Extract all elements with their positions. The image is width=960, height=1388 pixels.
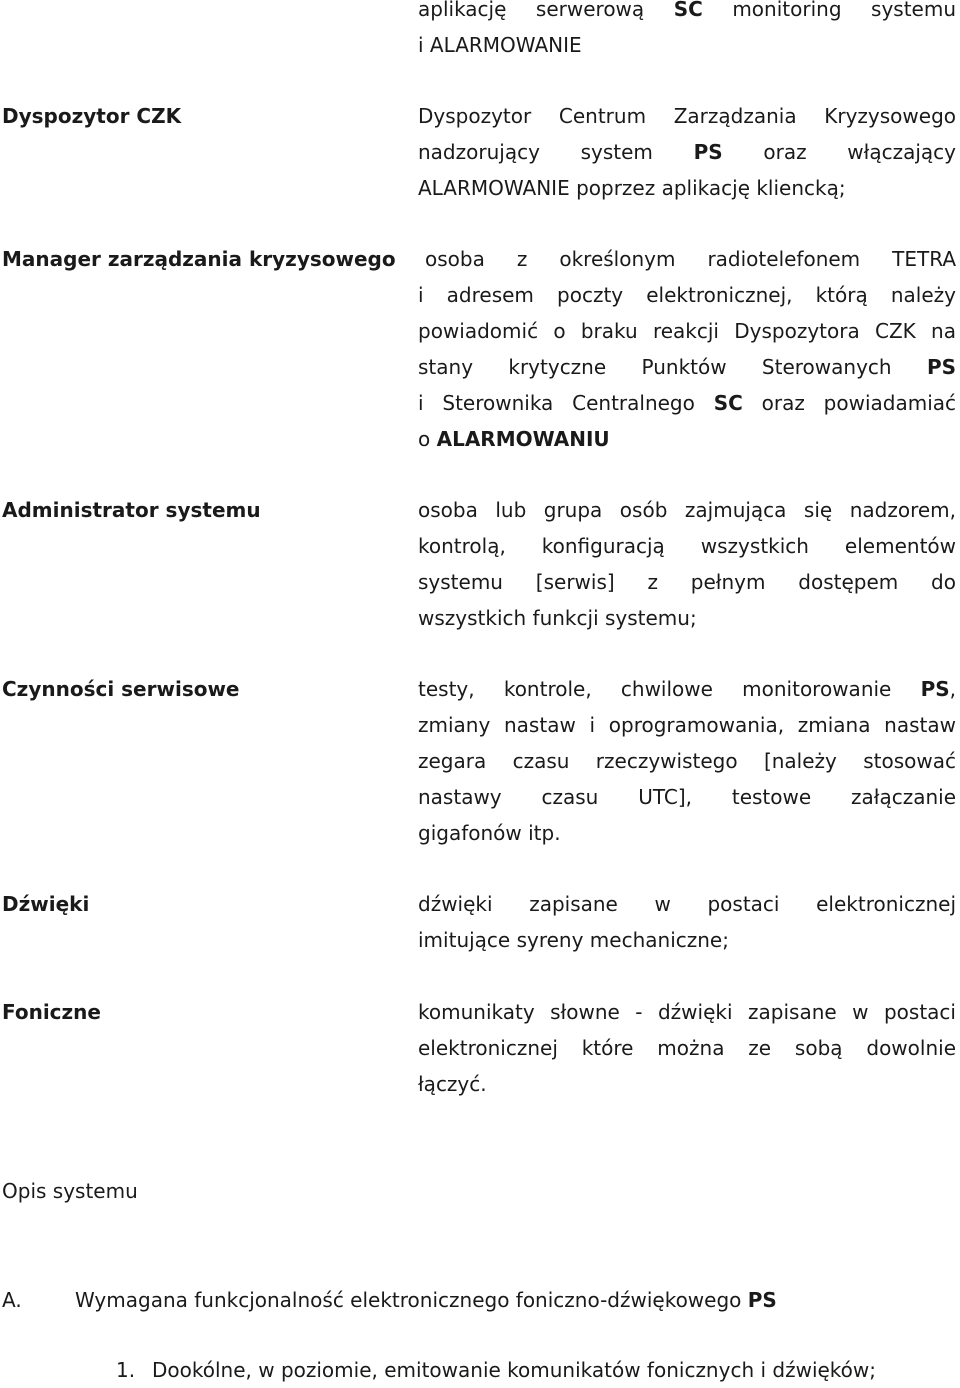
definition-line: imitujące syreny mechaniczne; — [418, 928, 729, 952]
list-item-number: 1. — [116, 1358, 136, 1382]
definition-line: elektronicznej które można ze sobą dowolnie — [418, 1036, 956, 1060]
definition-line: nadzorujący system PS oraz włączający — [418, 140, 956, 164]
definition-line: osoba z określonym radiotelefonem TETRA — [425, 247, 956, 271]
definition-continuation — [418, 0, 956, 63]
term-foniczne: Foniczne — [2, 1000, 101, 1024]
definition-line: stany krytyczne Punktów Sterowanych PS — [418, 355, 956, 379]
term-dzwieki: Dźwięki — [2, 892, 90, 916]
section-title: Opis systemu — [2, 1179, 138, 1203]
definition-line: i ALARMOWANIE — [418, 33, 582, 57]
definition-line: zmiany nastaw i oprogramowania, zmiana nastaw — [418, 713, 956, 737]
definition-line: testy, kontrole, chwilowe monitorowanie PS, — [418, 677, 956, 701]
term-manager: Manager zarządzania kryzysowego — [2, 247, 396, 271]
definition-line: aplikację serwerową SC monitoring systemu — [418, 0, 957, 21]
definition-line: łączyć. — [418, 1072, 487, 1096]
definition-foniczne — [418, 994, 956, 1102]
definition-line: osoba lub grupa osób zajmująca się nadzorem, — [418, 498, 956, 522]
definition-line: dźwięki zapisane w postaci elektronicznej — [418, 892, 956, 916]
term-dyspozytor: Dyspozytor CZK — [2, 104, 182, 128]
definition-administrator — [418, 492, 956, 636]
definition-line: gigafonów itp. — [418, 821, 561, 845]
definition-line: powiadomić o braku reakcji Dyspozytora CZK na — [418, 319, 956, 343]
term-administrator: Administrator systemu — [2, 498, 261, 522]
definition-line: systemu [serwis] z pełnym dostępem do — [418, 570, 956, 594]
list-item-text: Dookólne, w poziomie, emitowanie komunikatów fonicznych i dźwięków; — [152, 1358, 877, 1382]
definition-line: kontrolą, konfiguracją wszystkich elementów — [418, 534, 956, 558]
definition-dyspozytor — [418, 98, 956, 206]
subsection-title: Wymagana funkcjonalność elektronicznego foniczno-dźwiękowego PS — [75, 1288, 777, 1312]
definition-line: zegara czasu rzeczywistego [należy stosować — [418, 749, 956, 773]
definition-line: komunikaty słowne - dźwięki zapisane w postaci — [418, 1000, 956, 1024]
definition-line: o ALARMOWANIU — [418, 427, 610, 451]
term-czynnosci-serwisowe: Czynności serwisowe — [2, 677, 240, 701]
definition-line: wszystkich funkcji systemu; — [418, 606, 697, 630]
definition-dzwieki — [418, 886, 956, 958]
definition-manager — [418, 277, 956, 457]
definition-line: ALARMOWANIE poprzez aplikację kliencką; — [418, 176, 846, 200]
definition-line: i adresem poczty elektronicznej, którą należy — [418, 283, 956, 307]
definition-czynnosci-serwisowe — [418, 671, 956, 851]
definition-line: i Sterownika Centralnego SC oraz powiadamiać — [418, 391, 957, 415]
subsection-letter: A. — [2, 1288, 22, 1312]
definition-manager-first — [425, 241, 956, 277]
definition-line: nastawy czasu UTC], testowe załączanie — [418, 785, 956, 809]
definition-line: Dyspozytor Centrum Zarządzania Kryzysowego — [418, 104, 956, 128]
